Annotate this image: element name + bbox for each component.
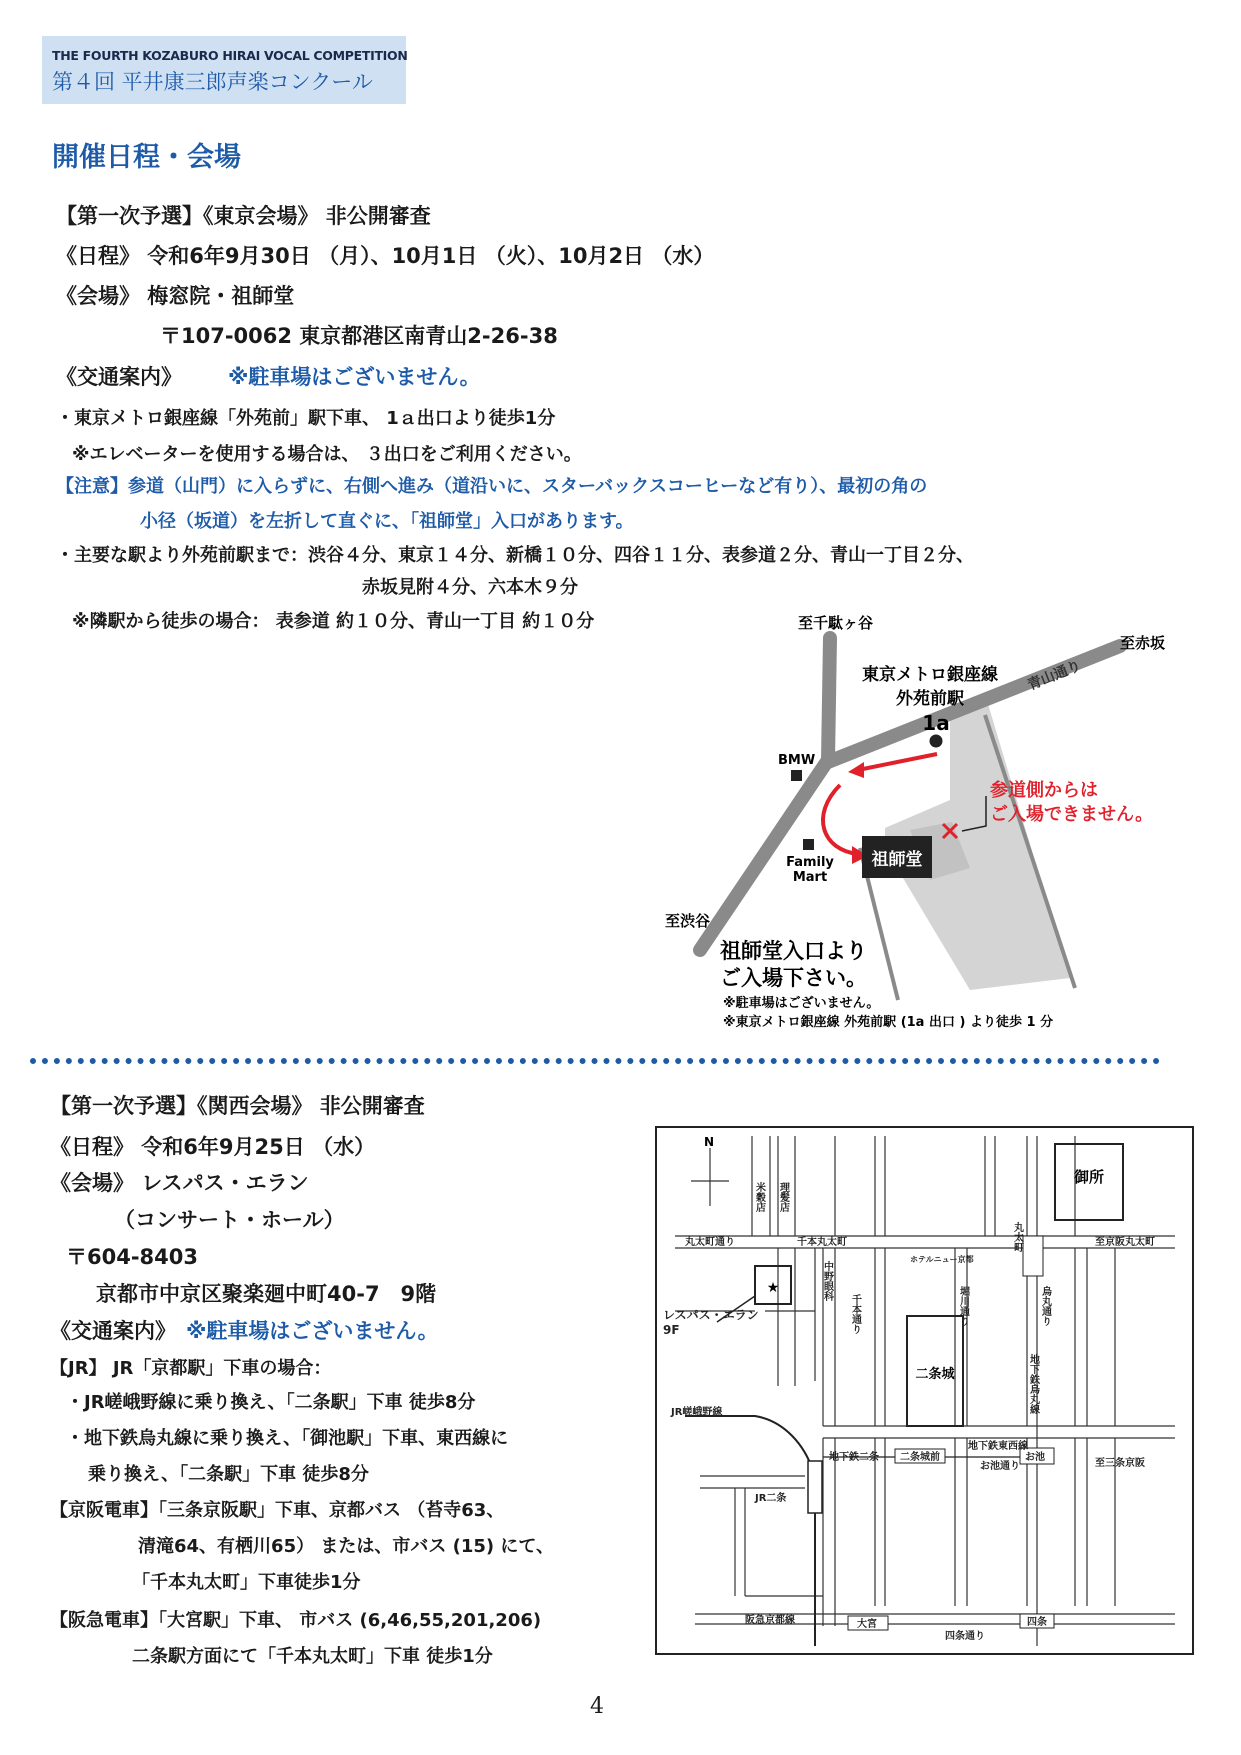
road-sendagaya xyxy=(828,638,830,760)
no-entry-label-1: 参道側からは xyxy=(990,780,1098,801)
lespace-floor-label: 9F xyxy=(663,1323,680,1337)
tokyo-access-line5: ※隣駅から徒歩の場合： 表参道 約１０分、青山一丁目 約１０分 xyxy=(72,611,595,632)
section-title: 開催日程・会場 xyxy=(52,142,241,173)
subway-tozai-label: 地下鉄東西線 xyxy=(968,1441,1028,1452)
marutamachi-dori-label: 丸太町通り xyxy=(685,1237,735,1248)
nijo-castle-label: 二条城 xyxy=(915,1367,955,1382)
kansai-keihan-line3: 「千本丸太町」下車徒歩1分 xyxy=(132,1572,361,1593)
riyoten-label: 理髪店 xyxy=(777,1182,789,1212)
map-note-walk: ※東京メトロ銀座線 外苑前駅 (1a 出口 ) より徒歩 1 分 xyxy=(723,1015,1054,1030)
kansai-jr-line2b: 乗り換え、「二条駅」下車 徒歩8分 xyxy=(88,1464,369,1485)
tokyo-schedule: 《日程》 令和6年9月30日 （月）、10月1日 （火）、10月2日 （水） xyxy=(56,244,715,268)
tokyo-access-line2: ※エレベーターを使用する場合は、 ３出口をご利用ください。 xyxy=(72,444,582,465)
kansai-no-parking: ※駐車場はございません。 xyxy=(186,1319,439,1343)
kansai-schedule: 《日程》 令和6年9月25日 （水） xyxy=(50,1135,376,1159)
nakano-label: 中野眼科 xyxy=(821,1261,833,1301)
tokyo-note2: 小径（坂道）を左折して直ぐに、「祖師堂」入口があります。 xyxy=(140,511,634,532)
to-sanjo-label: 至三条京阪 xyxy=(1095,1458,1145,1469)
lespace-label: レスパス・エラン xyxy=(663,1308,759,1322)
shijo-dori-label: 四条通り xyxy=(945,1631,985,1642)
marutamachi-station xyxy=(1023,1236,1043,1276)
subway-nijo-label: 地下鉄二条 xyxy=(829,1452,879,1463)
familymart-marker xyxy=(803,839,814,850)
horikawa-label: 堀川通り xyxy=(957,1286,969,1326)
tokyo-note1: 【注意】参道（山門）に入らずに、右側へ進み（道沿いに、スターバックスコーヒーなど有り）、最初の角の xyxy=(56,476,928,497)
kansai-hankyu-line2: 二条駅方面にて「千本丸太町」下車 徒歩1分 xyxy=(132,1646,493,1667)
to-shibuya-label: 至渋谷 xyxy=(665,912,711,930)
section-divider xyxy=(30,1058,1160,1064)
competition-title-jp: 第４回 平井康三郎声楽コンクール xyxy=(52,70,373,94)
north-label: N xyxy=(704,1135,715,1149)
venue-star: ★ xyxy=(766,1280,780,1296)
kansai-jr-heading: 【JR】 JR「京都駅」下車の場合： xyxy=(50,1358,332,1379)
jr-nijo-label: JR二条 xyxy=(755,1493,787,1504)
gosho-label: 御所 xyxy=(1073,1168,1105,1186)
entrance-label-1: 祖師堂入口より xyxy=(720,939,867,963)
hotel-label: ホテルニュー京都 xyxy=(910,1255,974,1264)
map-frame xyxy=(656,1127,1193,1654)
omiya-label: 大宮 xyxy=(857,1619,877,1630)
tokyo-access-line3: ・主要な駅より外苑前駅まで：渋谷４分、東京１４分、新橋１０分、四谷１１分、表参道２分、青山一丁目２分、 xyxy=(56,545,974,566)
kansai-jr-line1: ・JR嵯峨野線に乗り換え、「二条駅」下車 徒歩8分 xyxy=(66,1392,476,1413)
oike-dori-label: お池通り xyxy=(980,1461,1020,1472)
soshido-label: 祖師堂 xyxy=(871,850,923,870)
tokyo-address: 〒107-0062 東京都港区南青山2-26-38 xyxy=(160,324,558,348)
route-curve xyxy=(823,785,858,854)
exit-label: 1a xyxy=(922,711,950,735)
hankyu-line-label: 阪急京都線 xyxy=(745,1615,795,1626)
kansai-venue-sub: （コンサート・ホール） xyxy=(114,1208,345,1232)
bmw-marker xyxy=(791,770,802,781)
aoyama-dori-label: 青山通り xyxy=(1025,657,1084,694)
to-sendagaya-label: 至千駄ヶ谷 xyxy=(798,614,874,632)
station-line-label: 東京メトロ銀座線 xyxy=(862,665,998,685)
familymart-label-2: Mart xyxy=(792,870,828,885)
kansai-heading: 【第一次予選】《関西会場》 非公開審査 xyxy=(50,1094,425,1118)
tokyo-access-line4: 赤坂見附４分、六本木９分 xyxy=(362,577,578,598)
tokyo-access-label: 《交通案内》 xyxy=(56,365,182,389)
kansai-hankyu-line1: 【阪急電車】「大宮駅」下車、 市バス (6,46,55,201,206) xyxy=(50,1610,542,1631)
entrance-label-2: ご入場下さい。 xyxy=(720,966,867,990)
subway-karasuma-label: 地下鉄烏丸線 xyxy=(1027,1354,1039,1414)
tokyo-heading: 【第一次予選】《東京会場》 非公開審査 xyxy=(56,204,431,228)
kansai-keihan-line2: 清滝64、有栖川65） または、市バス (15) にて、 xyxy=(138,1536,555,1557)
route-line xyxy=(858,754,937,770)
kansai-jr-line2a: ・地下鉄烏丸線に乗り換え、「御池駅」下車、東西線に xyxy=(66,1428,509,1449)
page-number: 4 xyxy=(590,1694,604,1719)
no-entry-label-2: ご入場できません。 xyxy=(990,804,1154,825)
station-exit-marker xyxy=(930,735,943,748)
map-note-parking: ※駐車場はございません。 xyxy=(723,996,880,1011)
oike-station-label: お池 xyxy=(1025,1452,1045,1463)
nijojomae-label: 二条城前 xyxy=(900,1452,940,1463)
senbon-marutamachi-label: 千本丸太町 xyxy=(797,1237,847,1248)
competition-title-en: THE FOURTH KOZABURO HIRAI VOCAL COMPETITION xyxy=(52,48,408,63)
senbon-dori-label: 千本通り xyxy=(849,1294,861,1334)
kansai-access-label: 《交通案内》 xyxy=(50,1319,176,1343)
station-name-label: 外苑前駅 xyxy=(896,689,964,709)
shijo-label: 四条 xyxy=(1027,1617,1047,1628)
to-akasaka-label: 至赤坂 xyxy=(1120,634,1166,652)
tokyo-venue: 《会場》 梅窓院・祖師堂 xyxy=(56,284,295,308)
bmw-label: BMW xyxy=(778,753,816,768)
kansai-keihan-line1: 【京阪電車】「三条京阪駅」下車、京都バス （苔寺63、 xyxy=(50,1500,505,1521)
tokyo-no-parking: ※駐車場はございません。 xyxy=(228,365,481,389)
route-arrow-left xyxy=(848,762,864,778)
marutamachi-station-label: 丸太町 xyxy=(1011,1222,1023,1252)
kansai-postal: 〒604-8403 xyxy=(66,1245,198,1269)
familymart-label-1: Family xyxy=(786,855,834,870)
tokyo-access-line1: ・東京メトロ銀座線「外苑前」駅下車、 1ａ出口より徒歩1分 xyxy=(56,408,556,429)
karasuma-dori-label: 烏丸通り xyxy=(1039,1286,1051,1326)
kansai-address: 京都市中京区聚楽廻中町40-7 9階 xyxy=(96,1282,437,1306)
tokyo-map xyxy=(640,600,1180,1040)
komedokoro-label: 米穀店 xyxy=(753,1182,765,1212)
kyoto-map xyxy=(655,1126,1195,1656)
jr-sagano-label: JR嵯峨野線 xyxy=(671,1407,723,1418)
jr-nijo-station xyxy=(808,1461,822,1513)
kansai-venue: 《会場》 レスパス・エラン xyxy=(50,1171,309,1195)
to-keihan-marutamachi-label: 至京阪丸太町 xyxy=(1095,1237,1155,1248)
